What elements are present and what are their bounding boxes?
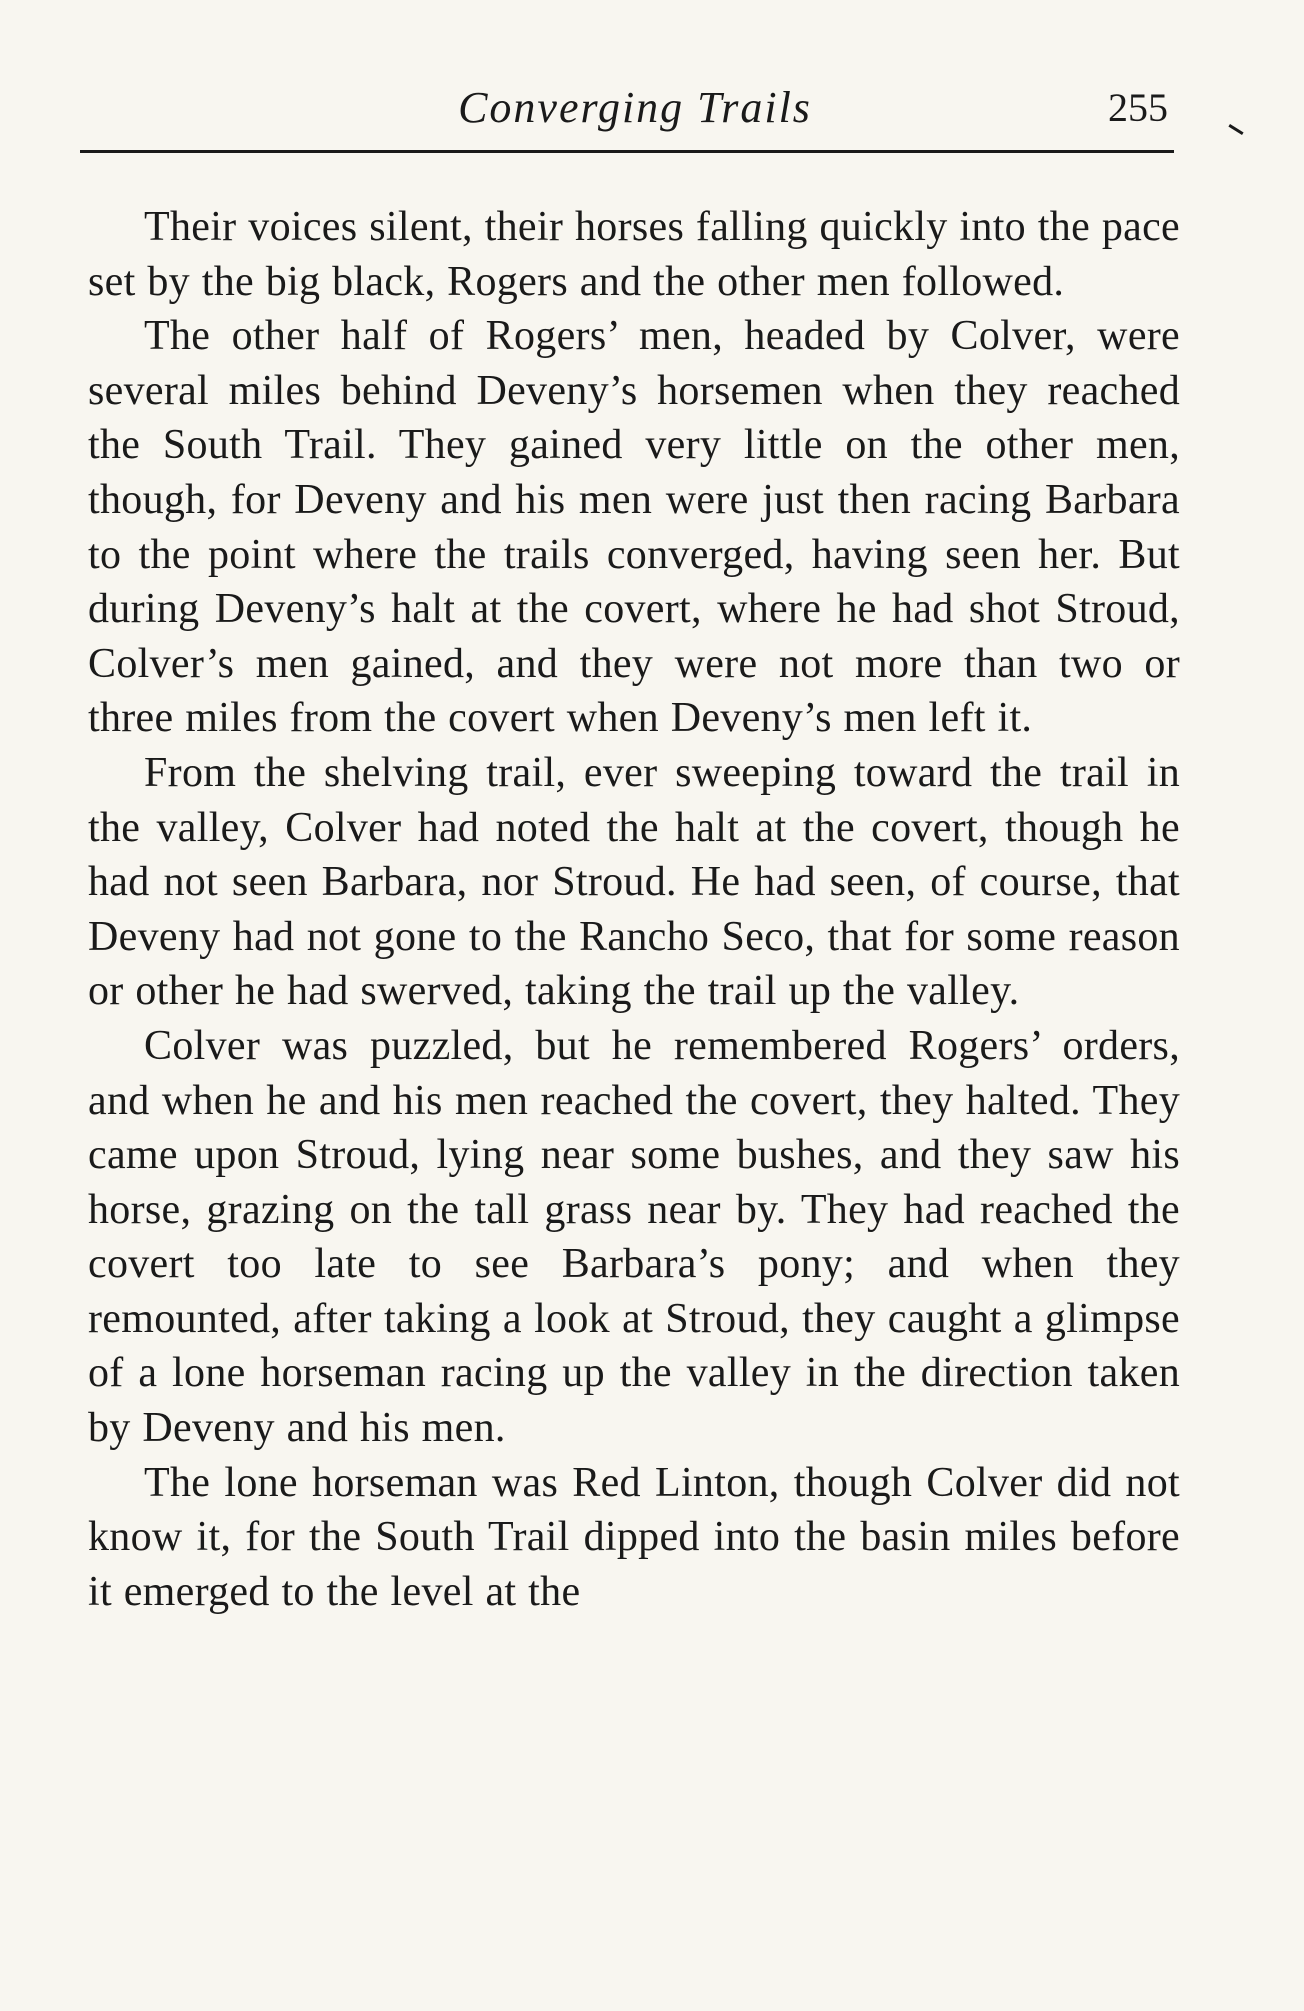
running-title: Converging Trails bbox=[458, 83, 812, 132]
paragraph: From the shelving trail, ever sweeping toward the trail in the valley, Colver had noted the halt at the covert, though he had not seen Barbara, nor Stroud. He had seen, of course, that Deveny had not gone to the Rancho Seco, that for some reason or other he had swerved, taking the trail up the valley. bbox=[88, 749, 1180, 1015]
paragraph: Their voices silent, their horses falling quickly into the pace set by the big black, Rogers and the other men followed. bbox=[88, 204, 1180, 305]
paragraph: The lone horseman was Red Linton, though Colver did not know it, for the South Trail dipped into the basin miles before it emerged to the level at the bbox=[88, 1459, 1180, 1615]
paragraph: The other half of Rogers’ men, headed by Colver, were several miles behind Deveny’s horsemen when they reached the South Trail. They gained very little on the other men, though, for Deveny and his men were just then racing Barbara to the point where the trails converged, having seen her. But during Deveny’s halt at the covert, where he had shot Stroud, Colver’s men gained, and they were not more than two or three miles from the covert when Deveny’s men left it. bbox=[88, 313, 1180, 742]
stray-mark bbox=[1228, 124, 1243, 135]
paragraph: Colver was puzzled, but he remembered Rogers’ orders, and when he and his men reached the covert, they halted. They came upon Stroud, lying near some bushes, and they saw his horse, grazing on the tall grass near by. They had reached the covert too late to see Barbara’s pony; and when they remounted, after taking a look at Stroud, they caught a glimpse of a lone horseman racing up the valley in the direction taken by Deveny and his men. bbox=[88, 1022, 1180, 1452]
header-rule bbox=[80, 150, 1174, 153]
page-number: 255 bbox=[1108, 85, 1168, 130]
body-text bbox=[88, 200, 1180, 1619]
page-header bbox=[90, 82, 1180, 134]
